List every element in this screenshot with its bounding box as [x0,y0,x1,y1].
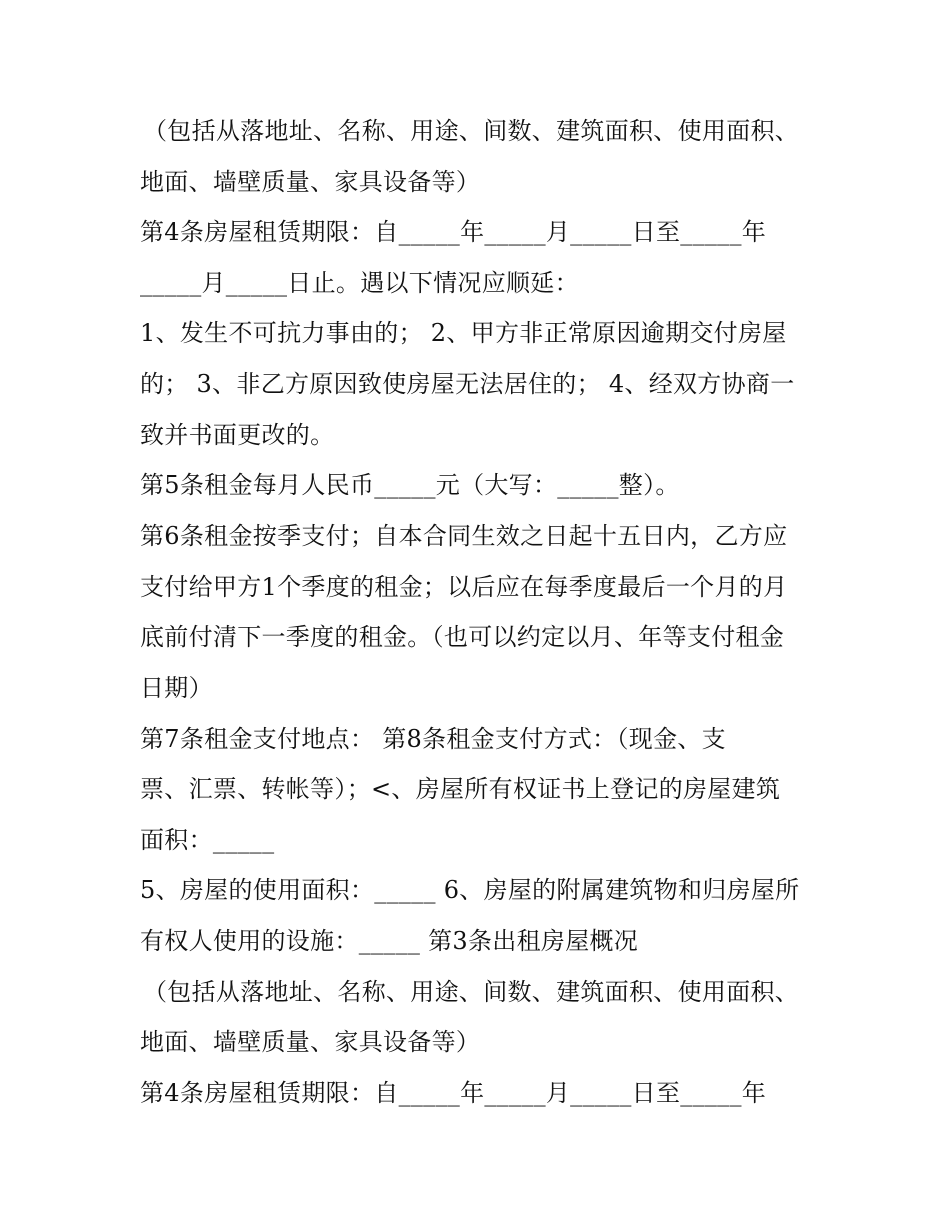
text-line: 有权人使用的设施：_____ 第3条出租房屋概况 [140,927,639,955]
text-line: 1、发生不可抗力事由的； 2、甲方非正常原因逾期交付房屋 [140,319,787,347]
text-line: 的； 3、非乙方原因致使房屋无法居住的； 4、经双方协商一 [140,370,795,398]
text-line: 地面、墙壁质量、家具设备等） [140,168,481,196]
text-line: 第5条租金每月人民币_____元（大写：_____整）。 [140,471,680,499]
text-line: 底前付清下一季度的租金。（也可以约定以月、年等支付租金 [140,623,785,651]
text-line: 第7条租金支付地点： 第8条租金支付方式：（现金、支 [140,725,726,753]
text-line: 致并书面更改的。 [140,421,335,449]
text-line: 支付给甲方1个季度的租金；以后应在每季度最后一个月的月 [140,573,788,601]
text-line: 日期） [140,674,213,702]
text-line: （包括从落地址、名称、用途、间数、建筑面积、使用面积、 [143,117,800,145]
text-line: 第4条房屋租赁期限：自_____年_____月_____日至_____年 [140,1079,767,1107]
text-line: 地面、墙壁质量、家具设备等） [140,1028,481,1056]
text-line: 票、汇票、转帐等）；<、房屋所有权证书上登记的房屋建筑 [140,775,781,803]
text-line: （包括从落地址、名称、用途、间数、建筑面积、使用面积、 [143,978,800,1006]
text-line: 面积：_____ [140,826,275,854]
text-line: 5、房屋的使用面积：_____ 6、房屋的附属建筑物和归房屋所 [140,876,800,904]
text-line: 第4条房屋租赁期限：自_____年_____月_____日至_____年 [140,218,767,246]
text-line: 第6条租金按季支付；自本合同生效之日起十五日内，乙方应 [140,522,788,550]
text-line: _____月_____日止。遇以下情况应顺延： [140,269,579,297]
